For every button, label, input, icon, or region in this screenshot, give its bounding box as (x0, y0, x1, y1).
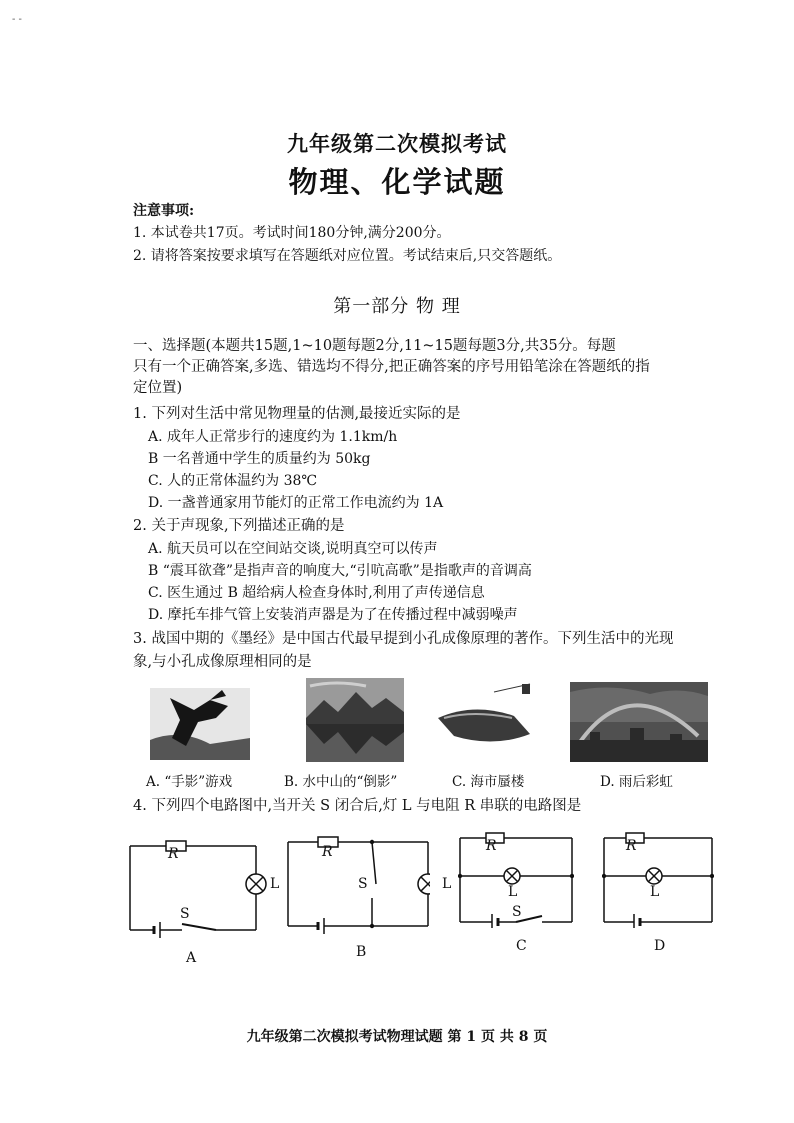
circuit-b-lamp-label: L (442, 876, 452, 892)
mountain-reflection-photo (306, 678, 404, 762)
circuit-b-diagram (284, 836, 430, 940)
circuit-d-lamp-label: L (650, 884, 660, 900)
circuit-c-label: C (516, 938, 527, 954)
question-2-option-d: D. 摩托车排气管上安装消声器是为了在传播过程中减弱噪声 (148, 607, 518, 623)
circuit-d-label: D (654, 938, 666, 954)
instruction-line: 定位置) (133, 380, 183, 396)
question-1-option-d: D. 一盏普通家用节能灯的正常工作电流约为 1A (148, 495, 444, 511)
instruction-line: 一、选择题(本题共15题,1~10题每题2分,11~15题每题3分,共35分。每题 (133, 338, 616, 354)
exam-title: 九年级第二次模拟考试 (287, 131, 507, 156)
mirage-photo (434, 678, 540, 762)
section-title: 第一部分 物 理 (333, 296, 461, 317)
circuit-d-diagram (602, 832, 714, 928)
circuit-d-resistor-label: R (626, 838, 637, 854)
caption-c: C. 海市蜃楼 (452, 774, 525, 790)
circuit-a-lamp-label: L (270, 876, 280, 892)
question-1-option-c: C. 人的正常体温约为 38℃ (148, 473, 318, 489)
circuit-c-switch-label: S (512, 904, 522, 920)
caption-b: B. 水中山的“倒影” (284, 774, 398, 790)
question-1-stem: 1. 下列对生活中常见物理量的估测,最接近实际的是 (133, 406, 461, 422)
circuit-a-resistor-label: R (168, 846, 179, 862)
question-3-stem: 3. 战国中期的《墨经》是中国古代最早提到小孔成像原理的著作。下列生活中的光现 (133, 631, 674, 647)
question-2-option-a: A. 航天员可以在空间站交谈,说明真空可以传声 (148, 541, 438, 557)
question-1-option-b: B 一名普通中学生的质量约为 50kg (148, 451, 371, 467)
circuit-b-switch-label: S (358, 876, 368, 892)
hand-shadow-photo (150, 688, 250, 760)
circuit-a-switch-label: S (180, 906, 190, 922)
caption-d: D. 雨后彩虹 (600, 774, 673, 790)
exam-subtitle: 物理、化学试题 (288, 165, 506, 199)
notice-item: 2. 请将答案按要求填写在答题纸对应位置。考试结束后,只交答题纸。 (133, 248, 562, 264)
page-footer: 九年级第二次模拟考试物理试题 第 1 页 共 8 页 (246, 1029, 548, 1045)
question-1-option-a: A. 成年人正常步行的速度约为 1.1km/h (148, 429, 398, 445)
question-2-option-c: C. 医生通过 B 超给病人检查身体时,利用了声传递信息 (148, 585, 485, 601)
question-2-stem: 2. 关于声现象,下列描述正确的是 (133, 518, 345, 534)
corner-mark: - - (12, 14, 22, 25)
circuit-c-lamp-label: L (508, 884, 518, 900)
circuit-a-diagram (126, 836, 270, 940)
circuit-b-resistor-label: R (322, 844, 333, 860)
circuit-b-label: B (356, 944, 367, 960)
rainbow-photo (570, 682, 708, 762)
caption-a: A. “手影”游戏 (146, 774, 233, 790)
notice-item: 1. 本试卷共17页。考试时间180分钟,满分200分。 (133, 225, 451, 241)
notice-heading: 注意事项: (133, 203, 195, 219)
instruction-line: 只有一个正确答案,多选、错选均不得分,把正确答案的序号用铅笔涂在答题纸的指 (133, 359, 650, 375)
circuit-c-resistor-label: R (486, 838, 497, 854)
question-4-stem: 4. 下列四个电路图中,当开关 S 闭合后,灯 L 与电阻 R 串联的电路图是 (133, 798, 582, 814)
question-3-stem: 象,与小孔成像原理相同的是 (133, 654, 312, 670)
circuit-a-label: A (186, 950, 197, 966)
question-2-option-b: B “震耳欲聋”是指声音的响度大,“引吭高歌”是指歌声的音调高 (148, 563, 532, 579)
